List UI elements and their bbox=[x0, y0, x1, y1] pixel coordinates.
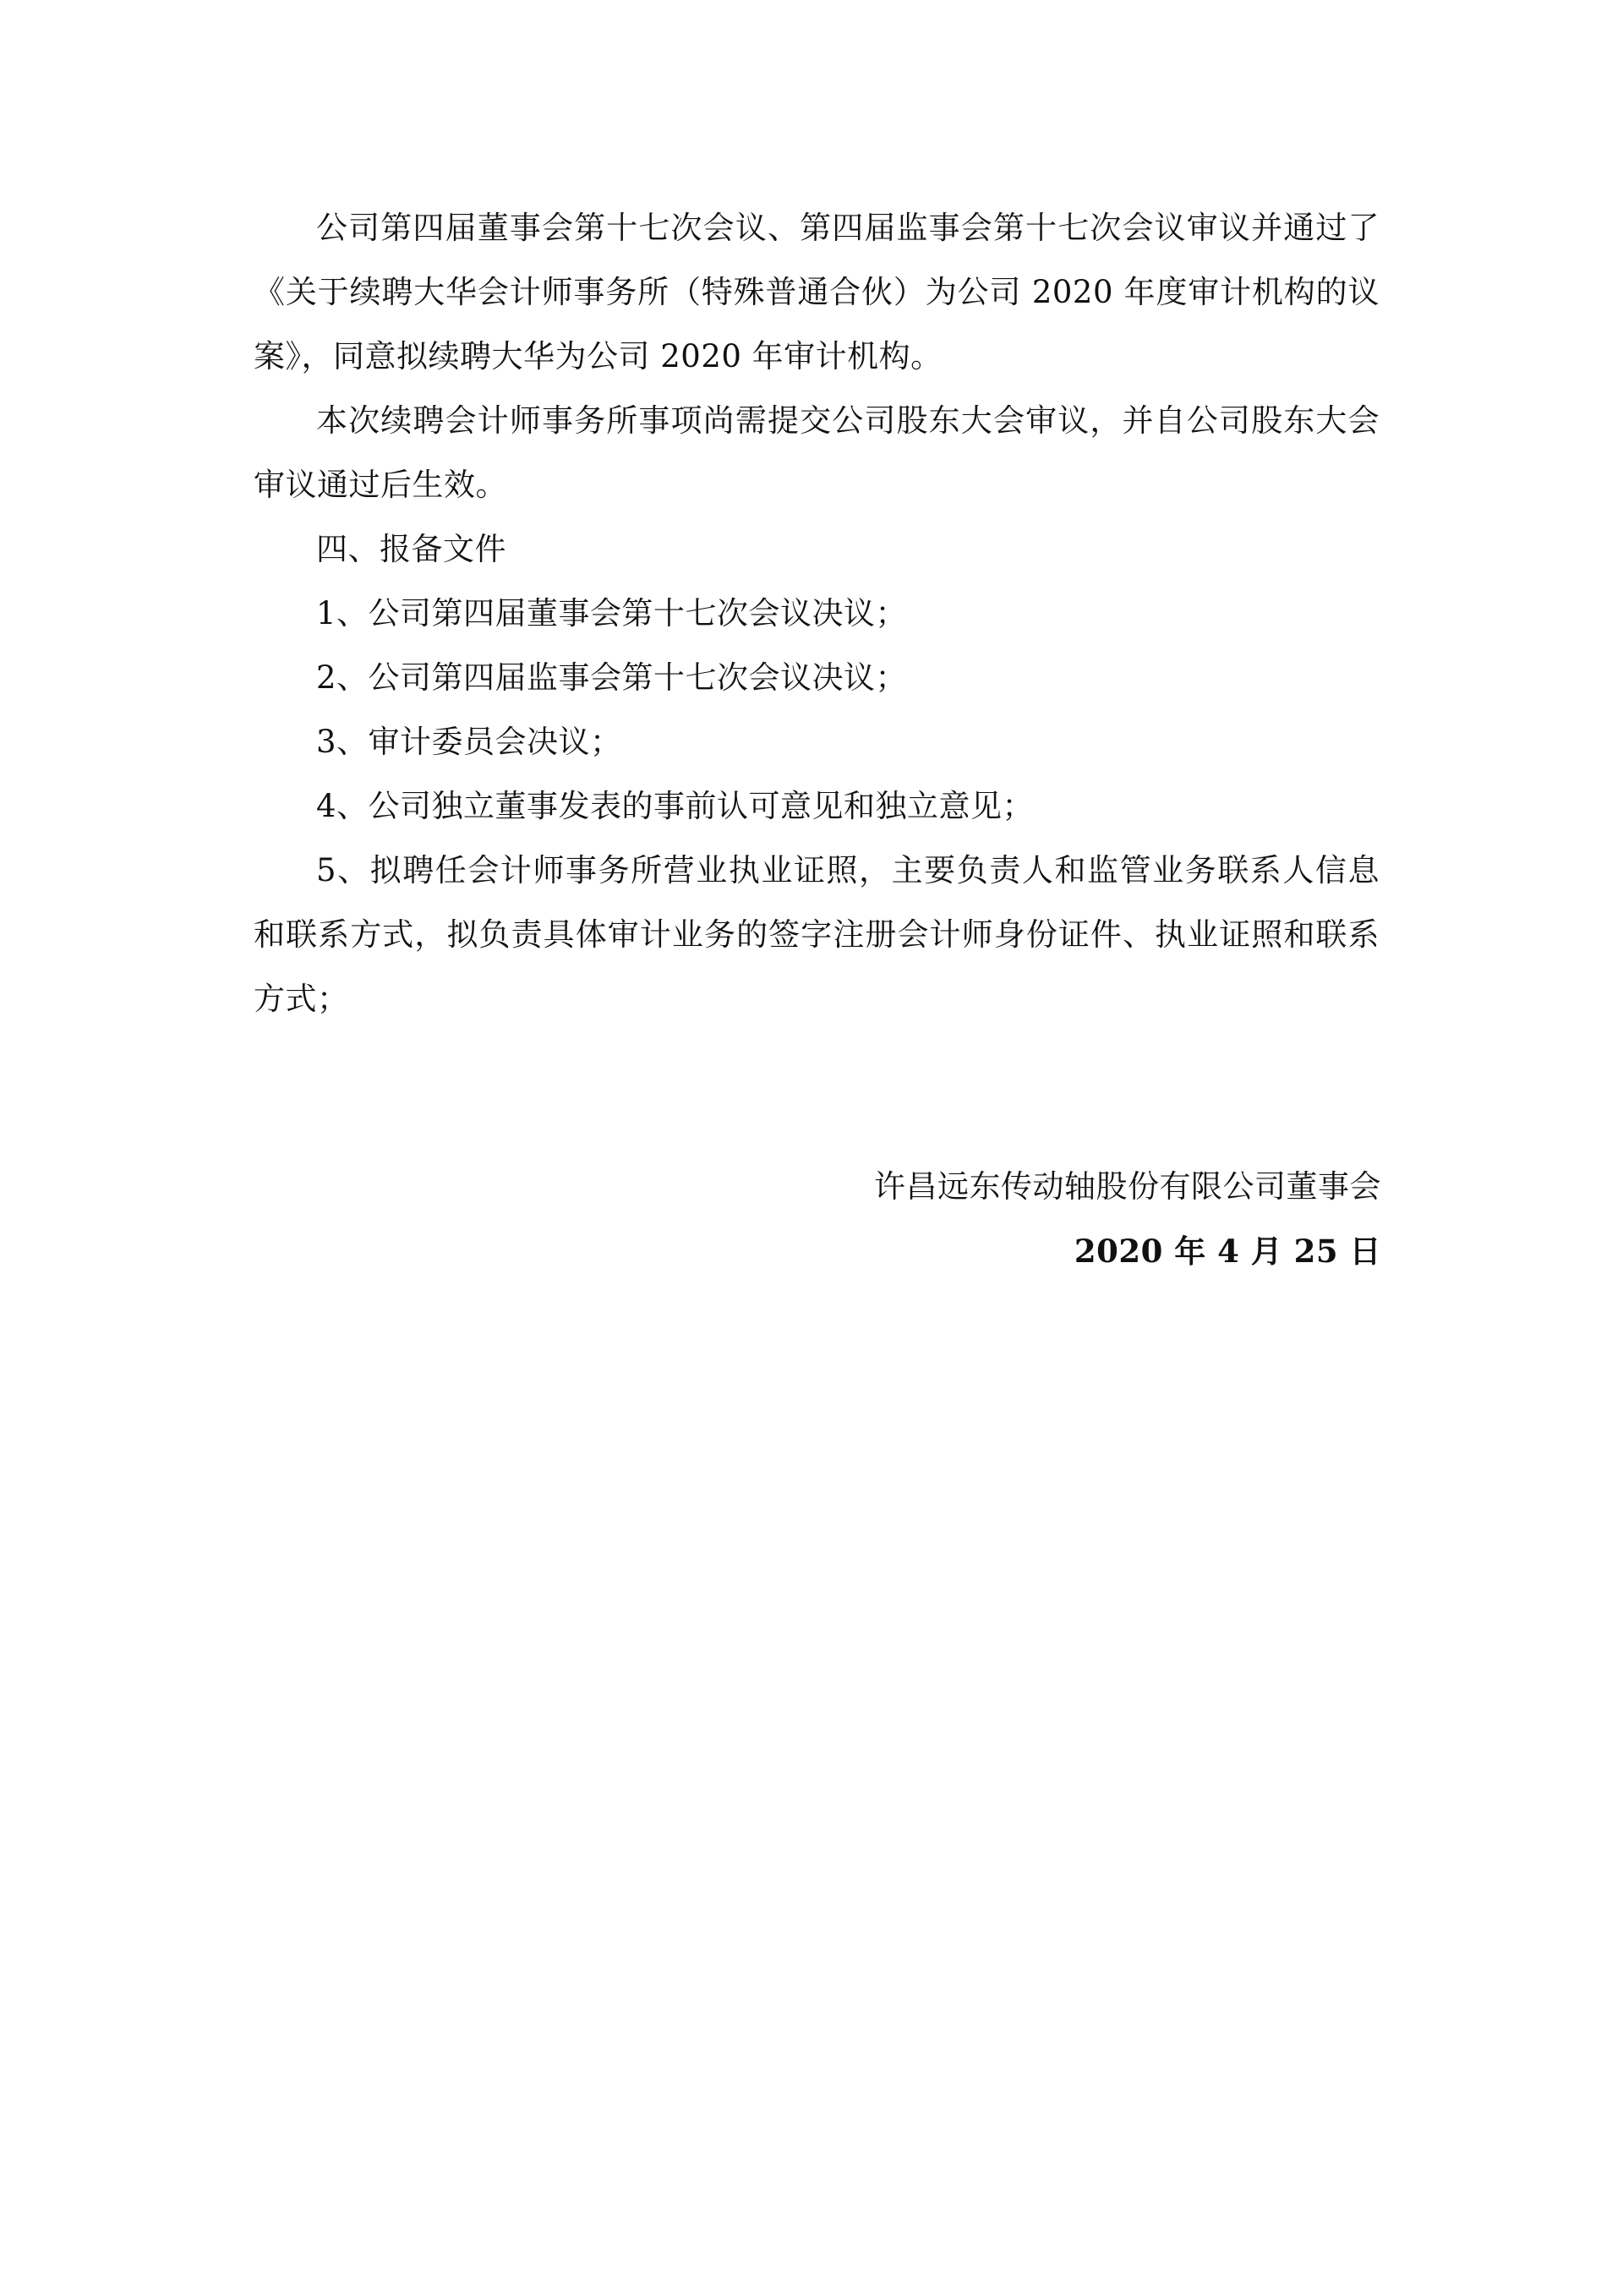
section-heading: 四、报备文件 bbox=[316, 531, 506, 567]
file-item-3: 3、审计委员会决议； bbox=[316, 724, 622, 760]
file-item-2: 2、公司第四届监事会第十七次会议决议； bbox=[316, 659, 908, 696]
signature-date: 2020 年 4 月 25 日 bbox=[1074, 1233, 1381, 1270]
paragraph-resolution: 公司第四届董事会第十七次会议、第四届监事会第十七次会议审议并通过了《关于续聘大华会计师事务所（特殊普通合伙）为公司 2020 年度审计机构的议案》，同意拟续聘大华为公司 2020 年审计机构。 bbox=[254, 210, 1380, 374]
signature-block bbox=[874, 1155, 1381, 1283]
file-item-4: 4、公司独立董事发表的事前认可意见和独立意见； bbox=[316, 788, 1035, 824]
file-item-5: 5、拟聘任会计师事务所营业执业证照，主要负责人和监管业务联系人信息和联系方式，拟负责具体审计业务的签字注册会计师身份证件、执业证照和联系方式； bbox=[254, 852, 1380, 1017]
paragraph-approval: 本次续聘会计师事务所事项尚需提交公司股东大会审议，并自公司股东大会审议通过后生效。 bbox=[254, 402, 1380, 503]
file-item-1: 1、公司第四届董事会第十七次会议决议； bbox=[316, 595, 908, 631]
document-body bbox=[254, 196, 1380, 1031]
signature-organization: 许昌远东传动轴股份有限公司董事会 bbox=[874, 1168, 1381, 1205]
